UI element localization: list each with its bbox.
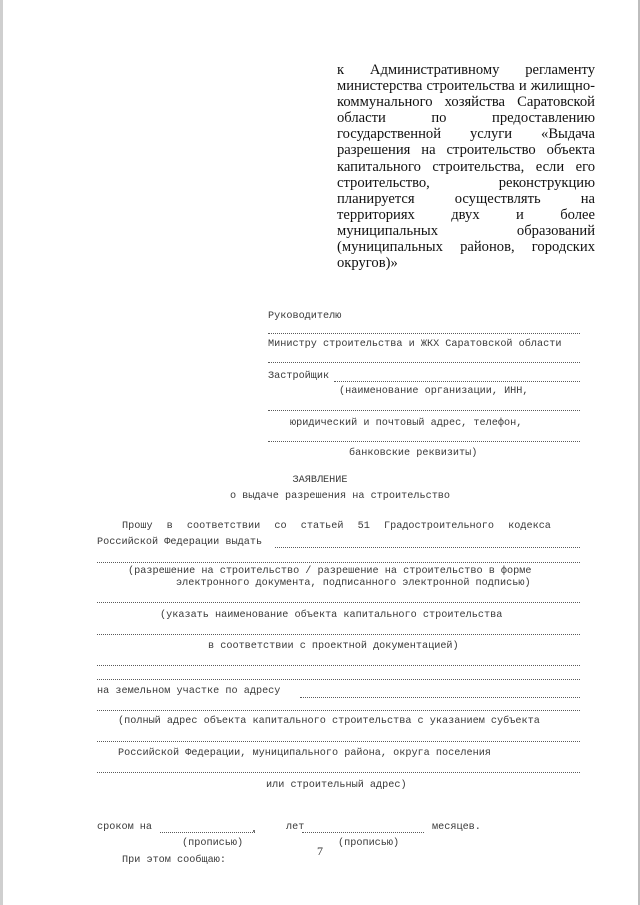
developer-hint-3: банковские реквизиты) (349, 448, 478, 459)
developer-label: Застройщик (268, 371, 330, 382)
permit-hint-2: электронного документа, подписанного электронной подписью) (176, 578, 531, 589)
addressee-line-2[interactable] (268, 362, 580, 363)
developer-line-1[interactable] (334, 381, 580, 382)
addressee-line-1[interactable] (268, 333, 580, 334)
addressee-label: Руководителю (268, 311, 342, 322)
scan-speck (253, 830, 255, 832)
address-line-4[interactable] (97, 772, 580, 773)
permit-hint-1: (разрешение на строительство / разрешение на строительство в форме (128, 566, 532, 577)
months-label: месяцев. (432, 822, 481, 833)
project-hint: в соответствии с проектной документацией) (208, 641, 459, 652)
permit-type-field[interactable] (275, 547, 580, 548)
object-hint: (указать наименование объекта капитального строительства (160, 610, 503, 621)
address-hint-2: Российской Федерации, муниципального района, округа поселения (118, 748, 491, 759)
in-words-hint-1: (прописью) (182, 838, 244, 849)
land-plot-label: на земельном участке по адресу (97, 686, 281, 697)
land-plot-address-field[interactable] (300, 697, 580, 698)
project-line-2[interactable] (97, 679, 580, 680)
developer-hint-2: юридический и почтовый адрес, телефон, (290, 418, 523, 429)
scan-left-edge (0, 0, 3, 905)
object-name-field[interactable] (97, 602, 580, 603)
term-label: сроком на (97, 822, 153, 833)
object-name-line-2[interactable] (97, 634, 580, 635)
page-number: 7 (317, 844, 323, 858)
developer-line-2[interactable] (268, 410, 580, 411)
years-label: лет (286, 822, 305, 833)
in-words-hint-2: (прописью) (338, 838, 400, 849)
appendix-heading: к Административному регламенту министерства строительства и жилищно-коммунального хозяйства Саратовской области по предоставлению государственной услуги «Выдача разрешения на строительство объекта капитального строительства, если его строительство, реконструкцию планируется осуществлять на территориях двух и более муниципальных образований (муниципальных районов, городских округов)» (337, 62, 595, 272)
land-plot-address-line-2[interactable] (97, 710, 580, 711)
term-years-field[interactable] (160, 832, 255, 833)
statement-body-line-1: Прошу в соответствии со статьей 51 Градостроительного кодекса (122, 521, 551, 532)
addressee-minister: Министру строительства и ЖКХ Саратовской области (268, 339, 562, 350)
developer-hint-1: (наименование организации, ИНН, (339, 386, 529, 397)
statement-subtitle: о выдаче разрешения на строительство (229, 491, 451, 502)
statement-body-line-2: Российской Федерации выдать (97, 537, 263, 548)
address-hint-3: или строительный адрес) (266, 780, 407, 791)
address-line-3[interactable] (97, 741, 580, 742)
project-line-1[interactable] (97, 665, 580, 666)
address-hint-1: (полный адрес объекта капитального строительства с указанием субъекта (118, 716, 540, 727)
statement-note: При этом сообщаю: (122, 855, 226, 866)
permit-type-line-2[interactable] (97, 562, 580, 563)
statement-title: ЗАЯВЛЕНИЕ (292, 475, 348, 486)
term-months-field[interactable] (302, 832, 424, 833)
developer-line-3[interactable] (268, 441, 580, 442)
